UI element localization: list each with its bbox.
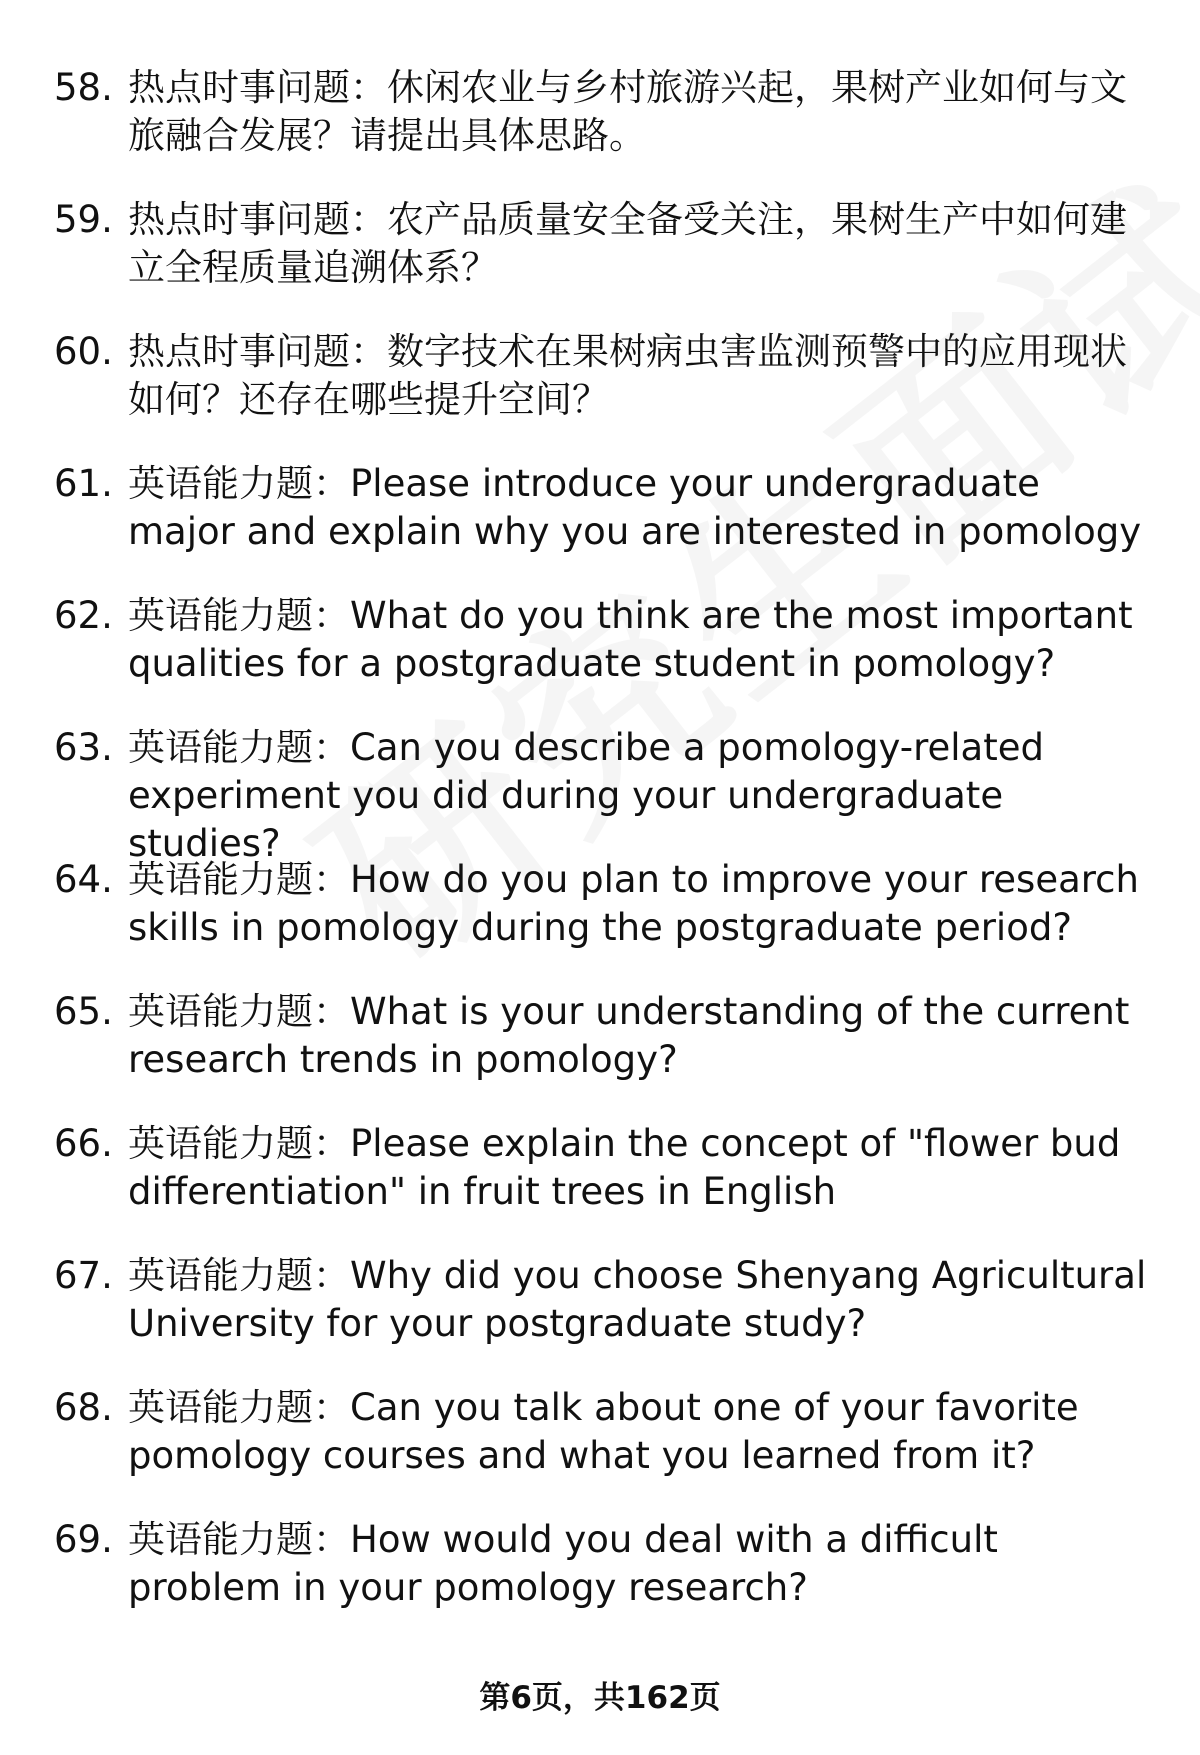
question-number: 69. [54,1518,113,1561]
question-text: Can you describe a pomology-related experiment you did during your undergraduate studies? [128,726,1044,865]
question-text: What is your understanding of the current research trends in pomology? [128,990,1130,1081]
question-category: 热点时事问题： [128,330,387,373]
question-body [128,64,1158,160]
question-number: 64. [54,858,113,901]
question-text: Can you talk about one of your favorite pomology courses and what you learned from it? [128,1386,1079,1477]
question-text: What do you think are the most important qualities for a postgraduate student in pomology? [128,594,1133,685]
question-body [128,1516,1158,1612]
question-number: 62. [54,594,113,637]
question-text: Why did you choose Shenyang Agricultural University for your postgraduate study? [128,1254,1147,1345]
question-number: 61. [54,462,113,505]
question-category: 英语能力题： [128,1254,350,1297]
question-category: 热点时事问题： [128,66,387,109]
question-text: 休闲农业与乡村旅游兴起，果树产业如何与文旅融合发展？请提出具体思路。 [128,66,1127,157]
question-body [128,856,1158,952]
question-text: Please introduce your undergraduate major and explain why you are interested in pomology [128,462,1142,553]
question-number: 65. [54,990,113,1033]
question-item [0,454,1200,586]
question-item [0,1378,1200,1510]
question-body [128,1120,1158,1216]
question-body [128,592,1158,688]
question-body [128,1384,1158,1480]
question-category: 热点时事问题： [128,198,387,241]
question-category: 英语能力题： [128,594,350,637]
question-category: 英语能力题： [128,1386,350,1429]
question-category: 英语能力题： [128,858,350,901]
question-number: 58. [54,66,113,109]
question-item [0,586,1200,718]
question-item [0,982,1200,1114]
question-category: 英语能力题： [128,726,350,769]
question-item [0,190,1200,322]
question-text: 数字技术在果树病虫害监测预警中的应用现状如何？还存在哪些提升空间？ [128,330,1127,421]
question-body [128,988,1158,1084]
question-number: 59. [54,198,113,241]
question-item [0,1246,1200,1378]
question-category: 英语能力题： [128,1122,350,1165]
question-category: 英语能力题： [128,1518,350,1561]
question-list [0,58,1200,1642]
question-body [128,1252,1158,1348]
question-category: 英语能力题： [128,990,350,1033]
question-body [128,724,1158,868]
question-number: 66. [54,1122,113,1165]
question-text: How do you plan to improve your research skills in pomology during the postgraduate period? [128,858,1139,949]
question-number: 60. [54,330,113,373]
question-item [0,850,1200,982]
question-text: How would you deal with a difficult problem in your pomology research? [128,1518,998,1609]
question-item [0,718,1200,865]
question-text: 农产品质量安全备受关注，果树生产中如何建立全程质量追溯体系？ [128,198,1127,289]
question-text: Please explain the concept of "flower bud differentiation" in fruit trees in English [128,1122,1121,1213]
question-item [0,1510,1200,1642]
page-footer: 第6页，共162页 [479,1680,721,1716]
question-body [128,328,1158,424]
question-category: 英语能力题： [128,462,350,505]
question-item [0,322,1200,454]
question-number: 68. [54,1386,113,1429]
question-number: 63. [54,726,113,769]
question-item [0,1114,1200,1246]
question-body [128,460,1158,556]
question-item [0,58,1200,190]
question-body [128,196,1158,292]
question-number: 67. [54,1254,113,1297]
